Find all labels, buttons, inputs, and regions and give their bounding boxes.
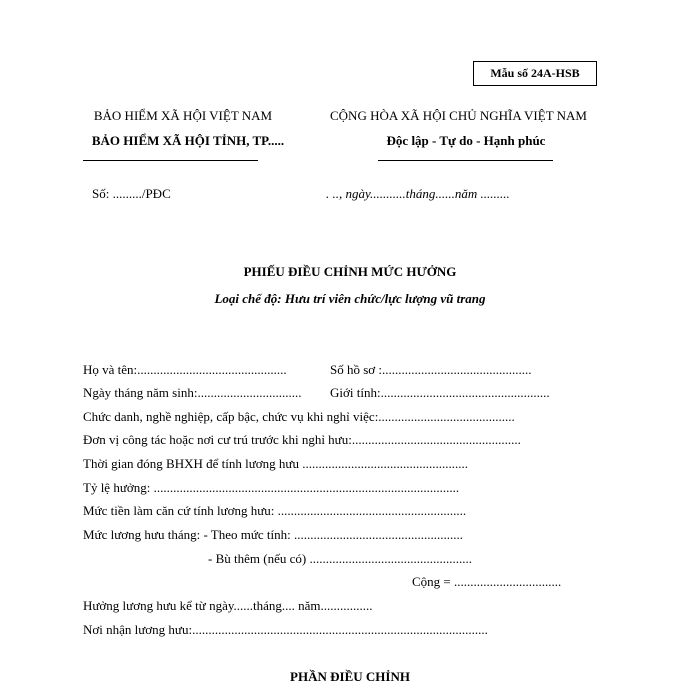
document-title: PHIẾU ĐIỀU CHỈNH MỨC HƯỞNG	[243, 264, 457, 279]
adjustment-section-title: PHẦN ĐIỀU CHỈNH	[290, 669, 410, 684]
right-header-underline	[378, 160, 553, 161]
field-supplement: - Bù thêm (nếu có) ..................................................	[208, 551, 472, 566]
document-number: Số: ........./PĐC	[92, 186, 171, 201]
left-header-underline	[83, 160, 258, 161]
form-code: Mẫu số 24A-HSB	[490, 66, 580, 80]
field-position: Chức danh, nghề nghiệp, cấp bậc, chức vụ khi nghỉ việc:..........................................	[83, 409, 515, 424]
field-file-number: Số hồ sơ :..............................................	[330, 362, 532, 377]
benefit-type: Loại chế độ: Hưu trí viên chức/lực lượng vũ trang	[214, 291, 486, 306]
field-monthly-pension: Mức lương hưu tháng: - Theo mức tính: ....................................................	[83, 527, 464, 542]
field-start-date: Hưởng lương hưu kể từ ngày......tháng.... năm................	[83, 598, 373, 613]
field-date-of-birth: Ngày tháng năm sinh:................................	[83, 385, 302, 400]
field-gender: Giới tính:....................................................	[330, 385, 550, 400]
field-base-salary: Mức tiền làm căn cứ tính lương hưu: ..........................................................	[83, 503, 467, 518]
national-motto: Độc lập - Tự do - Hạnh phúc	[386, 133, 546, 148]
field-contribution-period: Thời gian đóng BHXH để tính lương hưu ...................................................	[83, 456, 468, 471]
field-receiving-place: Nơi nhận lương hưu:...........................................................................................	[83, 622, 488, 637]
field-benefit-rate: Tỷ lệ hưởng: ..............................................................................................	[83, 480, 460, 495]
field-total: Cộng = .................................	[412, 574, 562, 589]
agency-branch: BẢO HIỂM XÃ HỘI TỈNH, TP.....	[91, 133, 285, 148]
national-title: CỘNG HÒA XÃ HỘI CHỦ NGHĨA VIỆT NAM	[330, 108, 587, 123]
form-code-box	[473, 61, 597, 86]
field-work-unit: Đơn vị công tác hoặc nơi cư trú trước khi nghỉ hưu:....................................................	[83, 432, 521, 447]
agency-name: BẢO HIỂM XÃ HỘI VIỆT NAM	[93, 108, 273, 123]
field-name: Họ và tên:..............................................	[83, 362, 287, 377]
document-date: . .., ngày...........tháng......năm .........	[326, 186, 510, 201]
